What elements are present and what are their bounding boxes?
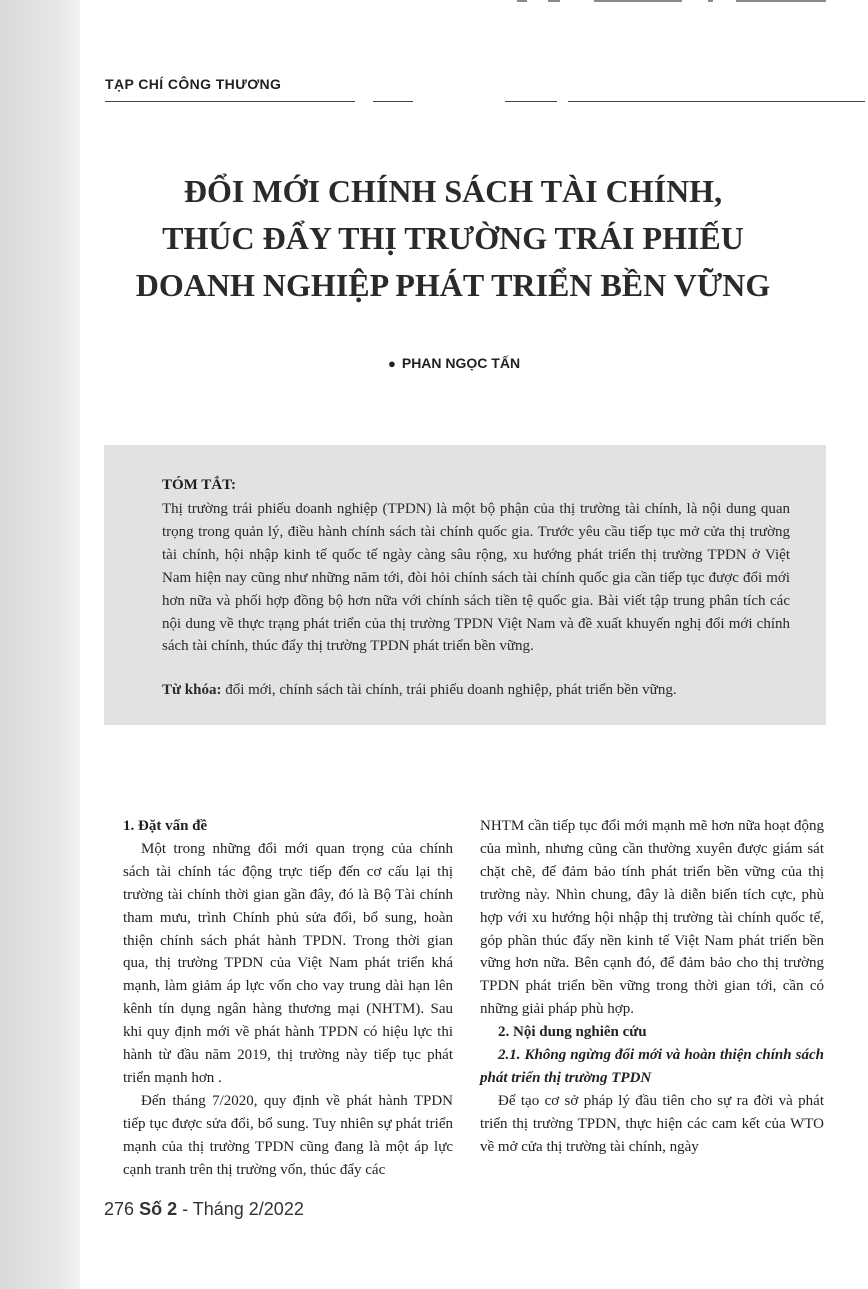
title-line: DOANH NGHIỆP PHÁT TRIỂN BỀN VỮNG (135, 267, 771, 303)
subsection-heading: 2.1. Không ngừng đổi mới và hoàn thiện chính sách phát triển thị trường TPDN (480, 1047, 824, 1086)
header-rule (568, 101, 865, 102)
header-rule (373, 101, 413, 102)
paragraph: Một trong những đổi mới quan trọng của chính sách tài chính tác động trực tiếp đến cơ cấu lại thị trường tài chính thời gian gần đây, đó là Bộ Tài chính tham mưu, trình Chính phủ sửa đổi, bổ sung, hoàn thiện chính sách phát hành TPDN. Trong thời gian qua, thị trường TPDN của Việt Nam phát triển khá mạnh, làm giảm áp lực vốn cho vay trung dài hạn lên kênh tín dụng ngân hàng thương mại (NHTM). Sau khi quy định mới về phát hành TPDN có hiệu lực thi hành từ đầu năm 2019, thị trường này tiếp tục phát triển mạnh hơn . (123, 840, 453, 1086)
author-name: PHAN NGỌC TẤN (401, 355, 521, 371)
paragraph: NHTM cần tiếp tục đổi mới mạnh mẽ hơn nữa hoạt động của mình, nhưng cũng cần thường xuyên được giám sát chặt chẽ, để đảm bảo tính phát triển bền vững của thị trường này. Nhìn chung, đây là diễn biến tích cực, phù hợp với xu hướng hội nhập thị trường tài chính quốc tế, góp phần thúc đẩy nền kinh tế Việt Nam phát triển bền vững hơn nữa. Bên cạnh đó, để đảm bảo cho thị trường TPDN phát triển bền vững trong thời gian tới, cần có những giải pháp phù hợp. (480, 818, 824, 1018)
header-rule (505, 101, 557, 102)
journal-name: TẠP CHÍ CÔNG THƯƠNG (105, 76, 282, 92)
abstract-text: Thị trường trái phiếu doanh nghiệp (TPDN) là một bộ phận của thị trường tài chính, là nội dung quan trọng trong quản lý, điều hành chính sách tài chính quốc gia. Trước yêu cầu tiếp tục mở cửa thị trường tài chính, hội nhập kinh tế quốc tế ngày càng sâu rộng, xu hướng phát triển thị trường TPDN ở Việt Nam hiện nay cũng như những năm tới, đòi hỏi chính sách tài chính quốc gia cần tiếp tục được đổi mới hơn nữa và phối hợp đồng bộ hơn nữa với chính sách tiền tệ quốc gia. Bài viết tập trung phân tích các nội dung về thực trạng phát triển của thị trường TPDN Việt Nam và đề xuất khuyến nghị đổi mới chính sách tài chính, thúc đẩy thị trường TPDN phát triển bền vững. (162, 501, 790, 655)
issue-number: Số 2 (139, 1199, 178, 1219)
paragraph: Để tạo cơ sở pháp lý đầu tiên cho sự ra đời và phát triển thị trường TPDN, thực hiện các cam kết của WTO về mở cửa thị trường tài chính, ngày (480, 1092, 824, 1155)
header-rule (105, 101, 355, 102)
section-heading: 1. Đặt vấn đề (123, 818, 208, 834)
bullet-icon: ● (388, 356, 396, 371)
title-line: THÚC ĐẨY THỊ TRƯỜNG TRÁI PHIẾU (162, 220, 744, 256)
abstract-heading: TÓM TẮT: (162, 477, 237, 493)
article-title (100, 168, 806, 309)
right-column (480, 815, 824, 1159)
section-heading: 2. Nội dung nghiên cứu (498, 1024, 647, 1041)
title-line: ĐỔI MỚI CHÍNH SÁCH TÀI CHÍNH, (183, 173, 723, 209)
page-footer (104, 1199, 304, 1220)
page-number: 276 (104, 1199, 135, 1219)
author-byline (388, 355, 520, 371)
scan-shadow-edge (0, 0, 80, 1289)
left-column (123, 815, 453, 1182)
footer-separator: - (177, 1199, 193, 1219)
keywords (162, 679, 790, 702)
keywords-text: đổi mới, chính sách tài chính, trái phiếu doanh nghiệp, phát triển bền vững. (221, 682, 677, 698)
paragraph: Đến tháng 7/2020, quy định về phát hành TPDN tiếp tục được sửa đổi, bổ sung. Tuy nhiên sự phát triển mạnh của thị trường TPDN cũng đang là một áp lực cạnh tranh trên thị trường vốn, thúc đẩy các (123, 1092, 453, 1178)
keywords-label: Từ khóa: (162, 682, 222, 698)
issue-month: Tháng 2/2022 (192, 1199, 304, 1219)
